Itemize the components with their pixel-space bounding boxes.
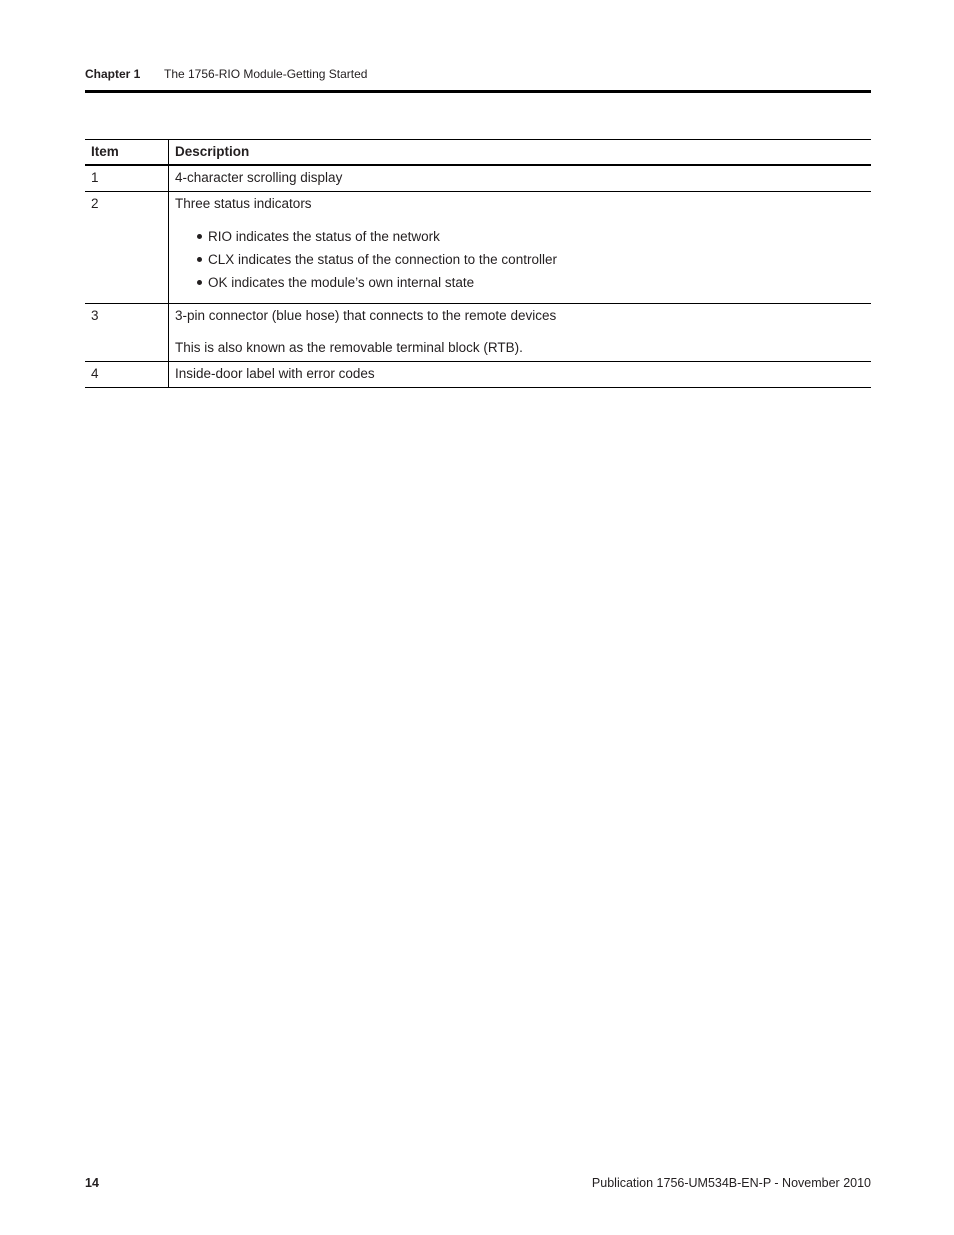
list-item xyxy=(197,228,865,246)
item-number: 1 xyxy=(85,165,169,192)
running-header xyxy=(85,66,871,93)
table-row xyxy=(85,192,871,304)
column-header-item: Item xyxy=(85,140,169,166)
bullet-icon xyxy=(197,280,202,285)
item-number: 4 xyxy=(85,362,169,388)
table-header-row xyxy=(85,140,871,166)
table-row xyxy=(85,362,871,388)
item-number: 2 xyxy=(85,192,169,304)
list-item-text: CLX indicates the status of the connection to the controller xyxy=(208,252,557,267)
item-description-table xyxy=(85,139,871,388)
list-item-text: OK indicates the module’s own internal state xyxy=(208,275,475,290)
status-indicator-list xyxy=(175,228,865,292)
publication-info: Publication 1756-UM534B-EN-P - November 2010 xyxy=(591,1176,871,1190)
item-description xyxy=(169,362,872,388)
item-description xyxy=(169,304,872,362)
bullet-icon xyxy=(197,234,202,239)
description-note: This is also known as the removable terminal block (RTB). xyxy=(175,340,523,355)
chapter-label: Chapter 1 xyxy=(85,67,141,81)
table-row xyxy=(85,304,871,362)
item-number: 3 xyxy=(85,304,169,362)
list-item-text: RIO indicates the status of the network xyxy=(208,229,440,244)
column-header-description: Description xyxy=(175,144,250,159)
bullet-icon xyxy=(197,257,202,262)
item-description xyxy=(169,192,872,304)
description-text: 4-character scrolling display xyxy=(175,170,343,185)
description-text: Three status indicators xyxy=(175,196,312,211)
item-description xyxy=(169,165,872,192)
table-row xyxy=(85,165,871,192)
page-number: 14 xyxy=(85,1176,99,1190)
list-item xyxy=(197,251,865,269)
list-item xyxy=(197,274,865,292)
chapter-title: The 1756-RIO Module-Getting Started xyxy=(164,67,368,81)
description-text: 3-pin connector (blue hose) that connects to the remote devices xyxy=(175,308,557,323)
description-text: Inside-door label with error codes xyxy=(175,366,375,381)
